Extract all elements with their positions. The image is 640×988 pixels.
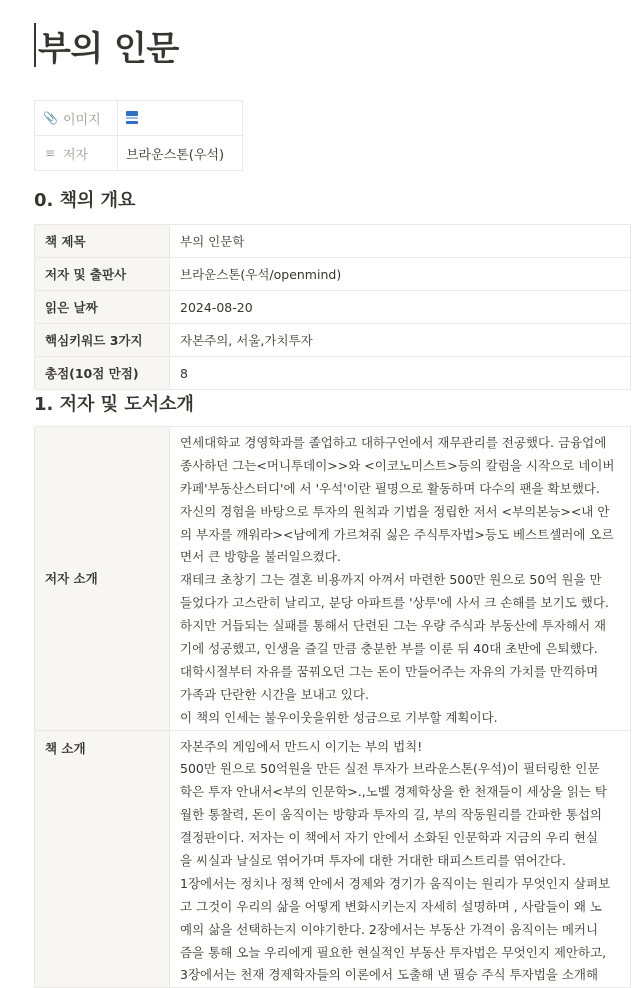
text-line: 500만 원으로 50억원을 만든 실전 투자가 브라운스톤(우석)이 필터링한 인문 bbox=[180, 761, 600, 777]
text-line: 들었다가 고스란히 날리고, 분당 아파트를 '상투'에 사서 크 손해를 보기도 했다. bbox=[180, 595, 609, 611]
table-cell-key[interactable]: 읽은 날짜 bbox=[35, 291, 170, 324]
table-row-book-intro bbox=[35, 730, 631, 988]
table-cell-key[interactable]: 총점(10점 만점) bbox=[35, 357, 170, 390]
image-thumbnail-icon[interactable] bbox=[126, 110, 138, 126]
table-row-author-intro bbox=[35, 427, 631, 731]
text-line: 결정판이다. 저자는 이 책에서 자기 안에서 소화된 인문학과 지금의 우리 현실 bbox=[180, 830, 599, 846]
table-cell-key[interactable]: 저자 및 출판사 bbox=[35, 258, 170, 291]
text-line: 자신의 경험을 바탕으로 투자의 원칙과 기법을 정립한 저서 <부의본능><내 안 bbox=[180, 503, 610, 519]
text-line: 면서 큰 방향을 불러일으켰다. bbox=[180, 549, 341, 565]
property-row-image[interactable] bbox=[35, 101, 243, 136]
text-line: 하지만 거듭되는 실패를 통해서 단련된 그는 우량 주식과 부동산에 투자해서 재 bbox=[180, 618, 607, 634]
property-value-image[interactable] bbox=[118, 101, 243, 136]
text-line: 고 그것이 우리의 삶을 어떻게 변화시키는지 자세히 설명하며 , 사람들이 왜 노 bbox=[180, 898, 603, 914]
text-line: 을 씨실과 날실로 엮어가며 투자에 대한 거대한 태피스트리를 엮어간다. bbox=[180, 853, 566, 869]
text-line: 월한 통찰력, 돈이 움직이는 방향과 투자의 길, 부의 작동원리를 간파한 통섭의 bbox=[180, 807, 603, 823]
text-line: 자본주의 게임에서 만드시 이기는 부의 법칙! bbox=[180, 738, 423, 754]
text-line: 이 책의 인세는 불우이웃을위한 성금으로 기부할 계획이다. bbox=[180, 709, 498, 725]
overview-table bbox=[34, 224, 631, 390]
table-cell-key[interactable]: 책 소개 bbox=[35, 730, 170, 988]
table-cell-author-intro[interactable] bbox=[170, 427, 631, 731]
text-line: 즘을 통해 오늘 우리에게 필요한 현실적인 부동산 투자법은 무엇인지 제안하고, bbox=[180, 944, 607, 960]
table-cell-key[interactable]: 책 제목 bbox=[35, 225, 170, 258]
heading-overview[interactable]: 0. 책의 개요 bbox=[34, 190, 136, 211]
text-line: 기에 성공했고, 인생을 즐길 만큼 충분한 부를 이룬 뒤 40대 초반에 은퇴했다. bbox=[180, 641, 598, 657]
table-cell-key[interactable]: 핵심키워드 3가지 bbox=[35, 324, 170, 357]
text-line: 의 부자를 깨워라><남에게 가르쳐줘 싫은 주식투자법>등도 베스트셀러에 오르 bbox=[180, 526, 614, 542]
properties-table bbox=[34, 100, 243, 171]
text-line: 1장에서는 정치나 정책 안에서 경제와 경기가 움직이는 원리가 무엇인지 살펴보 bbox=[180, 875, 611, 891]
table-cell-key[interactable]: 저자 소개 bbox=[35, 427, 170, 731]
text-line: 학은 투자 안내서<부의 인문학>.,노벨 경제학상을 한 천재들이 세상을 읽는 탁 bbox=[180, 784, 607, 800]
paperclip-icon: 📎 bbox=[43, 111, 58, 125]
table-row bbox=[35, 324, 631, 357]
property-name-author[interactable] bbox=[35, 136, 118, 171]
text-line: 연세대학교 경영학과를 졸업하고 대하구언에서 재무관리를 전공했다. 금융업에 bbox=[180, 435, 607, 450]
table-row bbox=[35, 258, 631, 291]
property-name-image[interactable] bbox=[35, 101, 118, 136]
text-line: 재테크 초창기 그는 결혼 비용까지 아껴서 마련한 500만 원으로 50억 원을 만 bbox=[180, 572, 602, 588]
text-lines-icon: ≡ bbox=[44, 146, 56, 160]
table-row bbox=[35, 357, 631, 390]
author-book-table bbox=[34, 426, 631, 988]
text-line: 3장에서는 천재 경제학자들의 이론에서 도출해 낸 필승 주식 투자법을 소개해 bbox=[180, 967, 599, 983]
text-line: 대학시절부터 자유를 꿈꿔오던 그는 돈이 만들어주는 자유의 가치를 만끽하며 bbox=[180, 663, 599, 679]
table-cell-book-intro[interactable] bbox=[170, 730, 631, 988]
heading-author-book[interactable]: 1. 저자 및 도서소개 bbox=[34, 394, 194, 415]
table-cell-value[interactable]: 부의 인문학 bbox=[170, 225, 631, 258]
property-label-author: 저자 bbox=[63, 147, 89, 163]
property-label-image: 이미지 bbox=[63, 112, 101, 128]
table-row bbox=[35, 225, 631, 258]
page-title[interactable]: 부의 인문 bbox=[38, 28, 179, 69]
table-cell-value[interactable]: 8 bbox=[170, 357, 631, 390]
table-row bbox=[35, 291, 631, 324]
table-cell-value[interactable]: 브라운스톤(우석/openmind) bbox=[170, 258, 631, 291]
property-row-author[interactable] bbox=[35, 136, 243, 171]
page-title-wrap[interactable] bbox=[34, 20, 179, 70]
table-cell-value[interactable]: 2024-08-20 bbox=[170, 291, 631, 324]
property-value-author[interactable]: 브라운스톤(우석) bbox=[118, 136, 243, 171]
text-line: 가족과 단란한 시간을 보내고 있다. bbox=[180, 686, 369, 702]
text-line: 종사하던 그는<머니투데이>>와 <이코노미스트>등의 칼럼을 시작으로 네이버 bbox=[180, 457, 615, 473]
text-cursor bbox=[34, 23, 36, 67]
table-cell-value[interactable]: 자본주의, 서울,가치투자 bbox=[170, 324, 631, 357]
text-line: 카페'부동산스터디'에 서 '우석'이란 필명으로 활동하며 다수의 팬을 확보했다. bbox=[180, 480, 600, 496]
text-line: 예의 삶을 선택하는지 이야기한다. 2장에서는 부동산 가격이 움직이는 메커니 bbox=[180, 921, 599, 937]
